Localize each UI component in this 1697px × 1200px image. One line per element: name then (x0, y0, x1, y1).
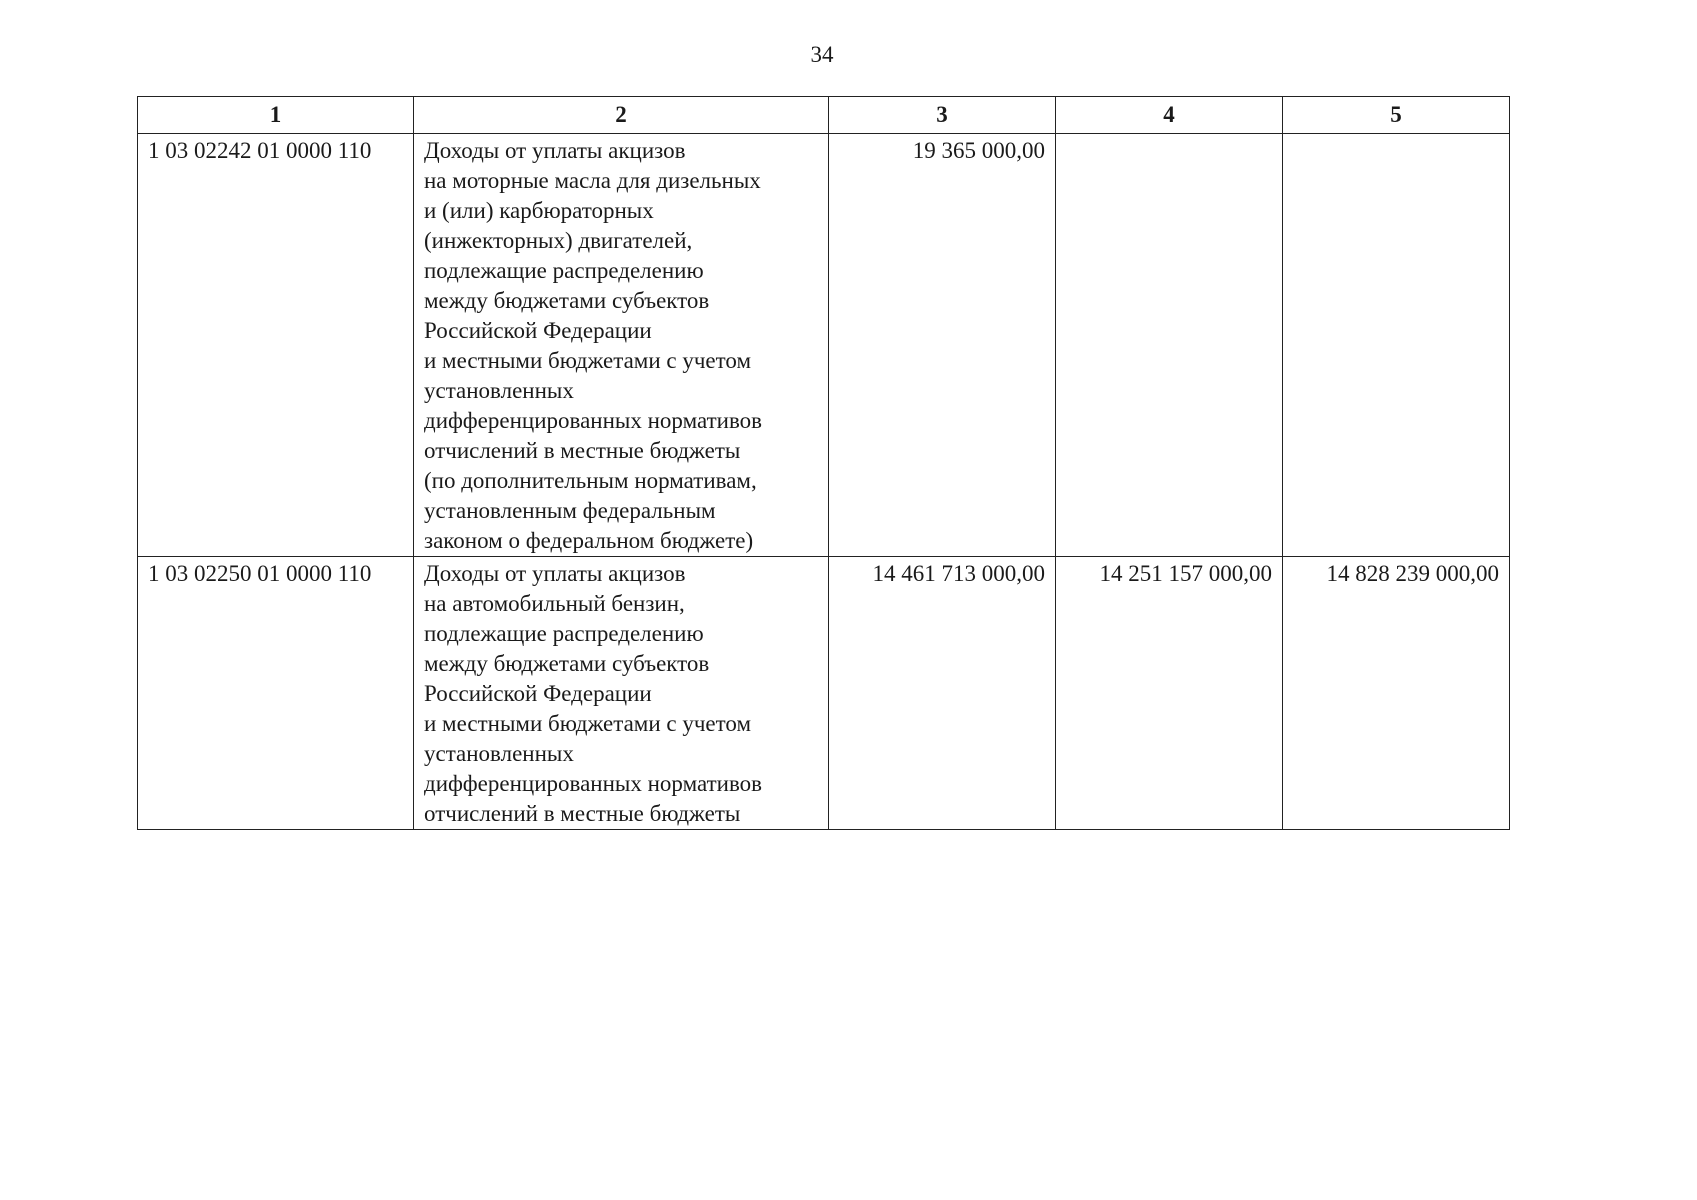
value-cell-4: 14 251 157 000,00 (1056, 557, 1283, 830)
column-header-5: 5 (1283, 97, 1510, 134)
value-cell-4 (1056, 134, 1283, 557)
column-header-2: 2 (414, 97, 829, 134)
revenue-name-cell: Доходы от уплаты акцизов на автомобильный бензин, подлежащие распределению между бюджетами субъектов Российской Федерации и местными бюджетами с учетом установленных дифференцированных нормативов отчислений в местные бюджеты (414, 557, 829, 830)
table-header-row (138, 97, 1510, 134)
value-cell-5 (1283, 134, 1510, 557)
table-row (138, 557, 1510, 830)
revenue-code-cell: 1 03 02250 01 0000 110 (138, 557, 414, 830)
column-header-1: 1 (138, 97, 414, 134)
revenue-name-cell: Доходы от уплаты акцизов на моторные масла для дизельных и (или) карбюраторных (инжекторных) двигателей, подлежащие распределению между бюджетами субъектов Российской Федерации и местными бюджетами с учетом установленных дифференцированных нормативов отчислений в местные бюджеты (по дополнительным нормативам, установленным федеральным законом о федеральном бюджете) (414, 134, 829, 557)
revenue-code-cell: 1 03 02242 01 0000 110 (138, 134, 414, 557)
page-number: 34 (810, 42, 834, 67)
value-cell-5: 14 828 239 000,00 (1283, 557, 1510, 830)
value-cell-3: 19 365 000,00 (829, 134, 1056, 557)
budget-revenue-table (137, 96, 1510, 830)
column-header-4: 4 (1056, 97, 1283, 134)
table-row (138, 134, 1510, 557)
value-cell-3: 14 461 713 000,00 (829, 557, 1056, 830)
column-header-3: 3 (829, 97, 1056, 134)
